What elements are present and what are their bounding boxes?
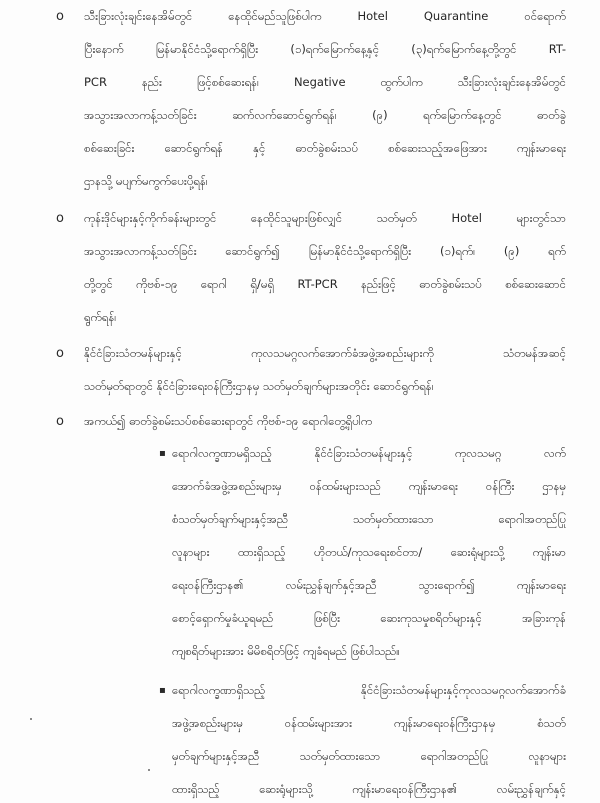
text-line: ထားရှိသည့် ဆေးရုံများသို့ ကျန်းမာရေးဝန်ကြီးဌာန၏ လမ်းညွှန်ချက်နှင့် — [172, 782, 566, 796]
square-bullet: ▪ — [159, 685, 166, 696]
scan-speck — [148, 769, 150, 771]
text-line: ကျစရိတ်များအား မိမိစရိတ်ဖြင့် ကျခံရမည် ဖြစ်ပါသည်။ — [172, 644, 400, 658]
text-line: တို့တွင် ကိုဗစ်-၁၉ ရောဂါ ရှိ/မရှိ RT-PCR နည်းဖြင့် ဓာတ်ခွဲစမ်းသပ် စစ်ဆေးဆောင် — [84, 277, 566, 291]
text-line: ဌာနသို့ မပျက်မကွက်ပေးပို့ရန်၊ — [84, 174, 208, 188]
text-line: မှတ်ချက်များနှင့်အညီ သတ်မှတ်ထားသော ရောဂါအတည်ပြု လူနာများ — [172, 749, 566, 763]
circle-bullet: o — [56, 211, 64, 226]
text-line: ပြီးနောက် မြန်မာနိုင်ငံသို့ရောက်ရှိပြီး (၁)ရက်မြောက်နေ့နှင့် (၃)ရက်မြောက်နေ့တို့တွင် RT- — [84, 42, 566, 56]
scan-speck — [30, 718, 32, 720]
text-line: ရွက်ရန်၊ — [84, 310, 117, 324]
circle-bullet: o — [56, 346, 64, 361]
text-line: အကယ်၍ ဓာတ်ခွဲစမ်းသပ်စစ်ဆေးရာတွင် ကိုဗစ်-၁၉ ရောဂါတွေ့ရှိပါက — [84, 414, 373, 428]
text-line: ရေးဝန်ကြီးဌာန၏ လမ်းညွှန်ချက်နှင့်အညီ သွားရောက်၍ ကျန်းမာရေး — [172, 578, 566, 592]
text-line: စံသတ်မှတ်ချက်များနှင့်အညီ သတ်မှတ်ထားသော ရောဂါအတည်ပြု — [172, 512, 566, 526]
text-line: လူနာများ ထားရှိသည့် ဟိုတယ်/ကုသရေးစင်တာ/ ဆေးရုံများသို့ ကျန်းမာ — [172, 545, 566, 559]
text-line: PCR နည်း ဖြင့်စစ်ဆေးရန်၊ Negative ထွက်ပါက သီးခြားလုံးချင်းနေအိမ်တွင် — [84, 75, 566, 89]
text-line: ကုန်းဒိုင်များနှင့်ကိုက်ခန်းများတွင် နေထိုင်သူများဖြစ်လျှင် သတ်မှတ် Hotel များတွင်သာ — [84, 211, 566, 225]
circle-bullet: o — [56, 9, 64, 24]
text-line: အသွားအလာကန့်သတ်ခြင်း ဆက်လက်ဆောင်ရွက်ရန်၊ (၉) ရက်မြောက်နေ့တွင် ဓာတ်ခွဲ — [84, 108, 566, 122]
square-bullet: ▪ — [159, 448, 166, 459]
circle-bullet: o — [56, 414, 64, 429]
text-line: အသွားအလာကန့်သတ်ခြင်း ဆောင်ရွက်၍ မြန်မာနိုင်ငံသို့ရောက်ရှိပြီး (၁)ရက်၊ (၉) ရက် — [84, 244, 566, 258]
text-line: နိုင်ငံခြားသံတမန်များနှင့် ကုလသမဂ္ဂလက်အောက်ခံအဖွဲ့အစည်းများကို သံတမန်အဆင့် — [84, 346, 566, 360]
text-line: အောက်ခံအဖွဲ့အစည်းများမှ ဝန်ထမ်းများသည် ကျန်းမာရေး ဝန်ကြီး ဌာနမှ — [172, 479, 566, 493]
text-line: ရောဂါလက္ခဏာရှိသည့် နိုင်ငံခြားသံတမန်များနှင့်ကုလသမဂ္ဂလက်အောက်ခံ — [172, 683, 566, 697]
text-line: စောင့်ရှောက်မှုခံယူရမည် ဖြစ်ပြီး ဆေးကုသမှုစရိတ်များနှင့် အခြားကုန် — [172, 611, 566, 625]
text-line: သီးခြားလုံးချင်းနေအိမ်တွင် နေထိုင်မည်သူဖြစ်ပါက Hotel Quarantine ဝင်ရောက် — [84, 9, 566, 23]
text-line: အဖွဲ့အစည်းများမှ ဝန်ထမ်းများအား ကျန်းမာရေးဝန်ကြီးဌာနမှ စံသတ် — [172, 716, 566, 730]
text-line: သတ်မှတ်ရာတွင် နိုင်ငံခြားရေးဝန်ကြီးဌာနမှ သတ်မှတ်ချက်များအတိုင်း ဆောင်ရွက်ရန်၊ — [84, 379, 434, 393]
text-line: စစ်ဆေးခြင်း ဆောင်ရွက်ရန် နှင့် ဓာတ်ခွဲစမ်းသပ် စစ်ဆေးသည့်အဖြေအား ကျန်းမာရေး — [84, 141, 566, 155]
text-line: ရောဂါလက္ခဏာမရှိသည့် နိုင်ငံခြားသံတမန်များနှင့် ကုလသမဂ္ဂ လက် — [172, 446, 566, 460]
